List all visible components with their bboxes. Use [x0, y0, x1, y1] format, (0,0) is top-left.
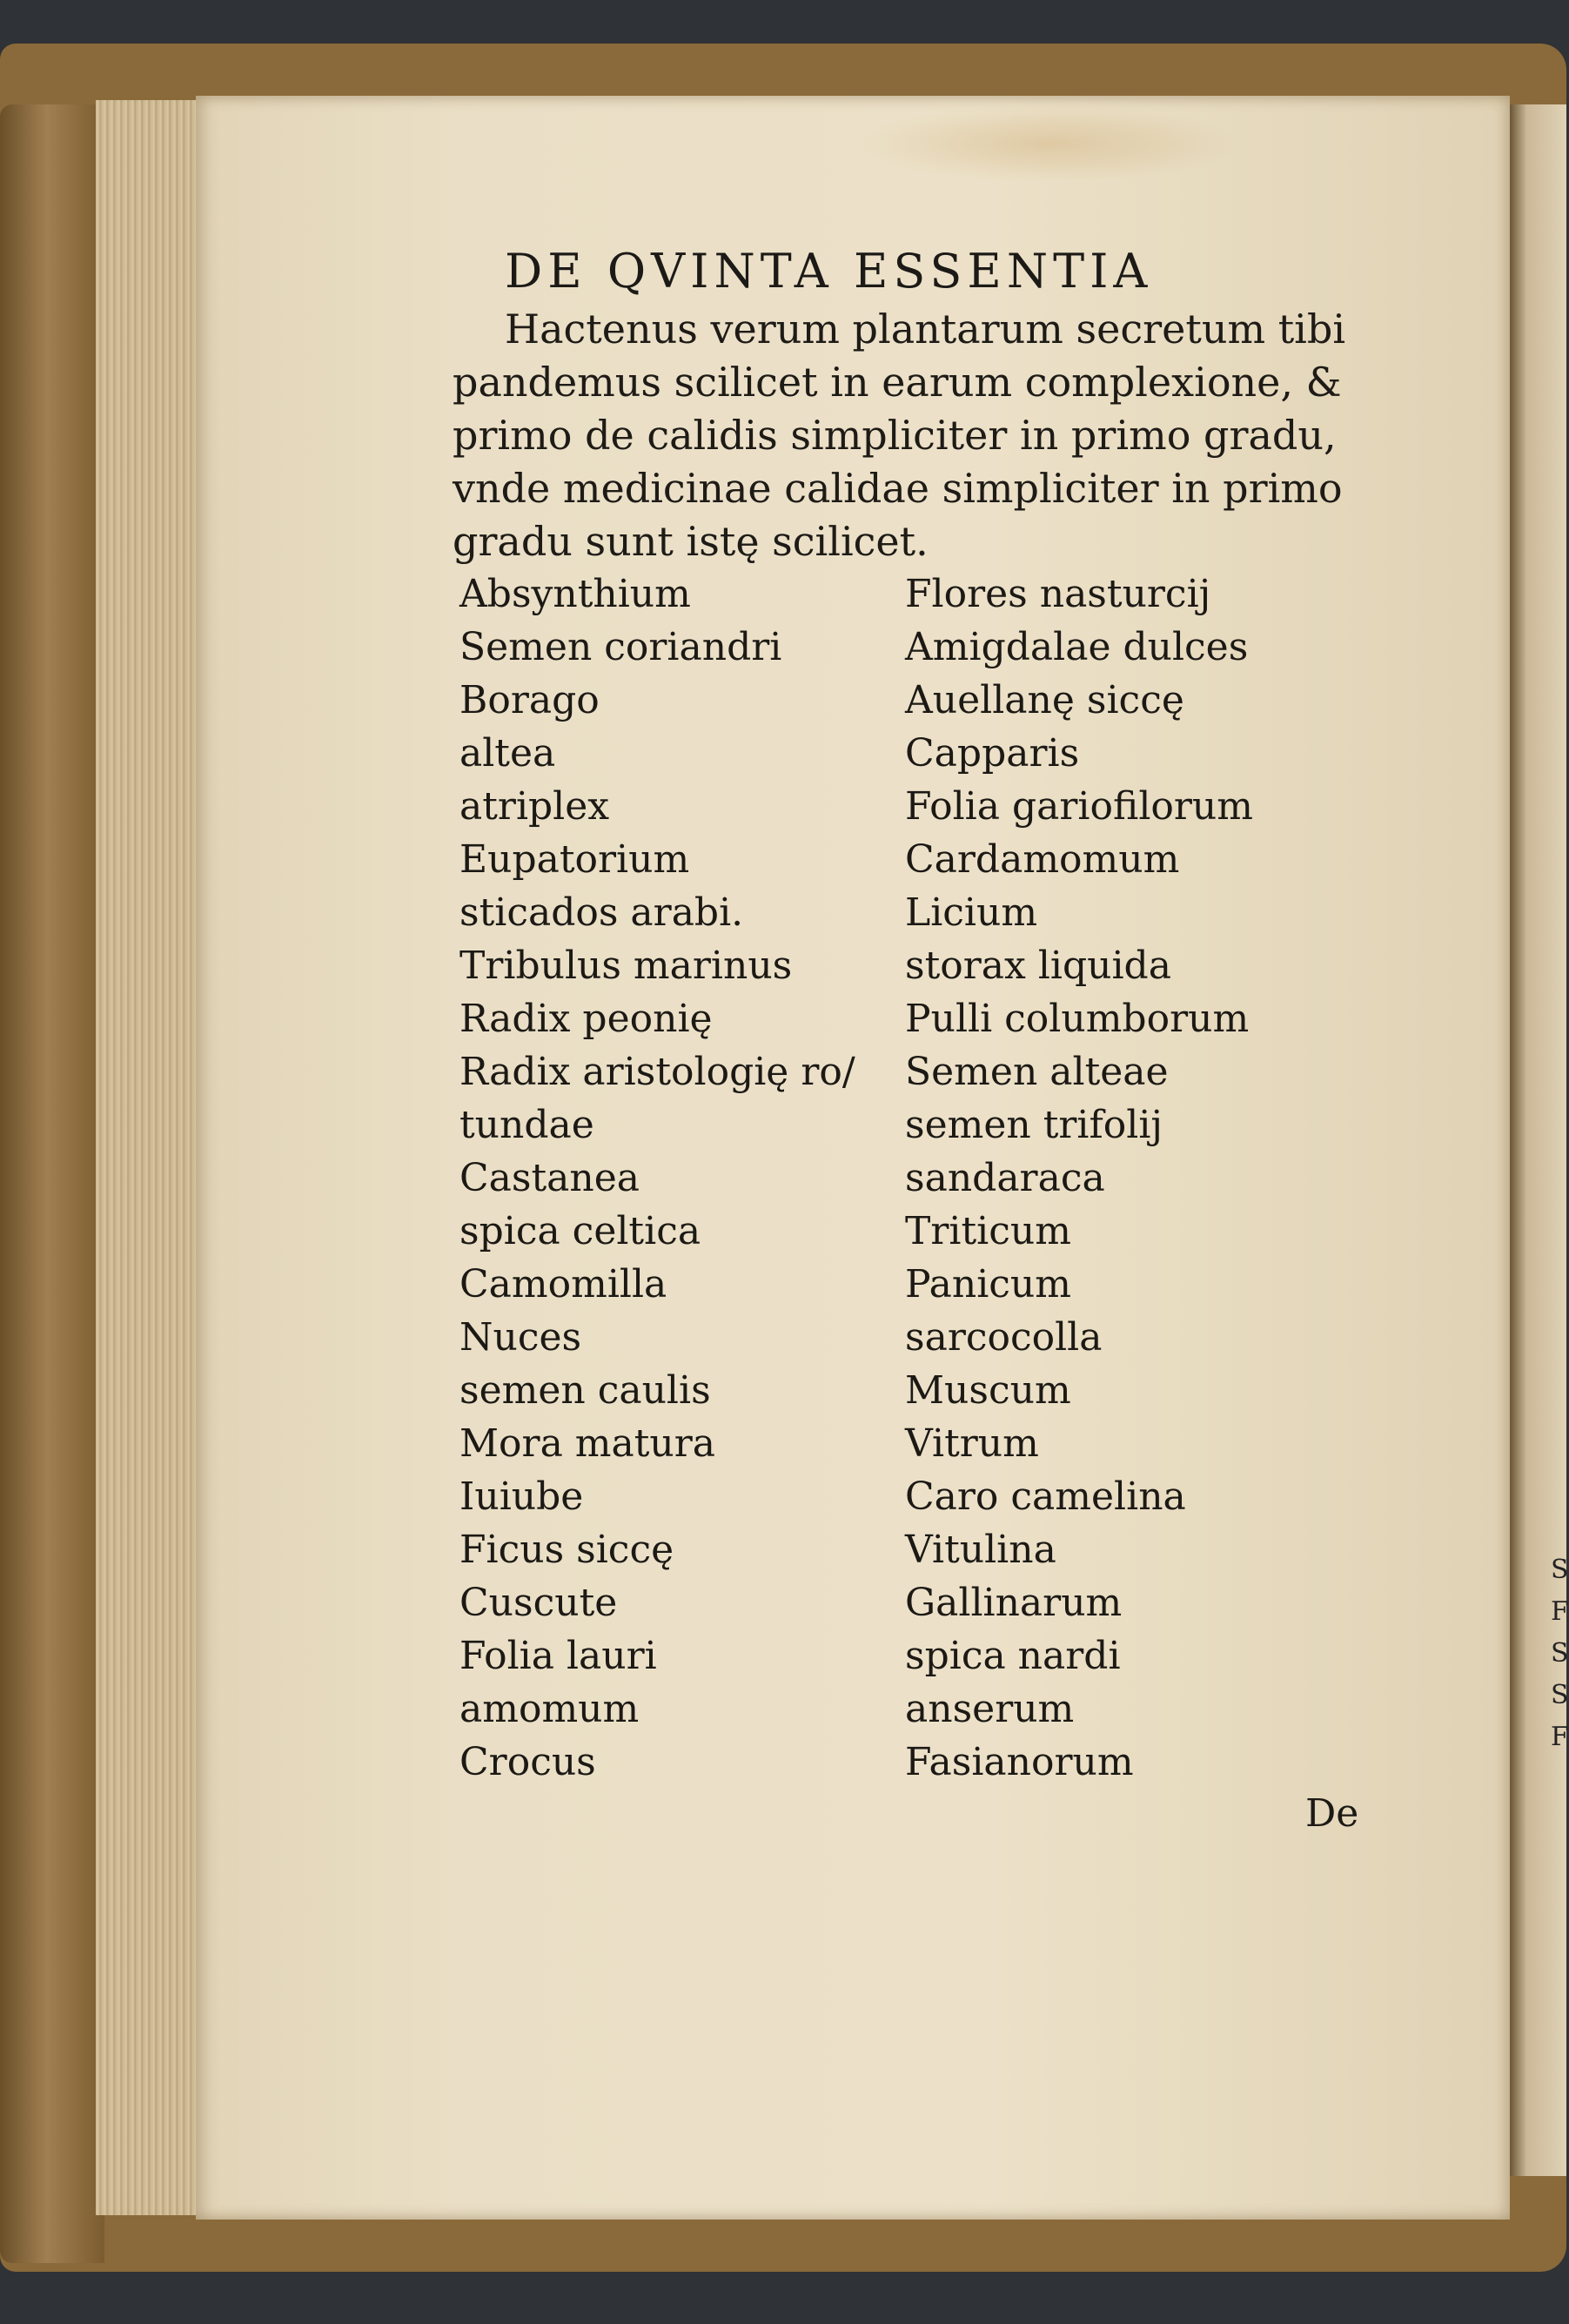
list-item: Licium	[905, 890, 1038, 935]
list-item: Folia gariofilorum	[905, 784, 1253, 829]
list-item: altea	[459, 731, 556, 776]
list-item: Caro camelina	[905, 1474, 1186, 1519]
list-item: Pulli columborum	[905, 997, 1250, 1041]
list-item: Panicum	[905, 1262, 1071, 1306]
intro-line: vnde medicinae calidae simpliciter in primo	[453, 465, 1343, 512]
catchword: De	[1305, 1791, 1359, 1836]
list-item: Camomilla	[459, 1262, 667, 1306]
facing-mark: F	[1551, 1596, 1569, 1627]
list-item: Fasianorum	[905, 1740, 1134, 1784]
paper-stain	[857, 104, 1240, 183]
list-item: spica celtica	[459, 1209, 701, 1253]
list-item: Castanea	[459, 1156, 640, 1200]
facing-page-edge	[1510, 104, 1569, 2176]
list-item: Cuscute	[459, 1581, 618, 1625]
list-item: Gallinarum	[905, 1581, 1123, 1625]
intro-line: pandemus scilicet in earum complexione, &	[453, 359, 1342, 406]
list-item: Muscum	[905, 1368, 1071, 1413]
list-item: amomum	[459, 1687, 640, 1731]
list-item: Nuces	[459, 1315, 582, 1360]
list-item: Triticum	[905, 1209, 1071, 1253]
list-item: semen trifolij	[905, 1103, 1163, 1147]
list-item: Iuiube	[459, 1474, 584, 1519]
list-item: Tribulus marinus	[459, 944, 793, 988]
list-item: Vitulina	[905, 1528, 1056, 1572]
list-item: tundae	[459, 1103, 594, 1147]
list-item: Semen alteae	[905, 1050, 1169, 1094]
facing-mark: S	[1551, 1680, 1569, 1710]
list-item: storax liquida	[905, 944, 1171, 988]
intro-paragraph	[453, 303, 1375, 568]
list-item: Semen coriandri	[459, 625, 782, 669]
list-item: atriplex	[459, 784, 610, 829]
facing-mark: S	[1551, 1555, 1569, 1585]
list-item: semen caulis	[459, 1368, 711, 1413]
list-item: Ficus siccę	[459, 1528, 674, 1572]
facing-mark: F	[1551, 1722, 1569, 1752]
list-item: sarcocolla	[905, 1315, 1103, 1360]
list-item: sandaraca	[905, 1156, 1105, 1200]
list-item: Eupatorium	[459, 837, 690, 882]
list-item: Flores nasturcij	[905, 572, 1211, 616]
list-item: sticados arabi.	[459, 890, 744, 935]
list-item: Crocus	[459, 1740, 596, 1784]
list-item: Cardamomum	[905, 837, 1180, 882]
intro-line: Hactenus verum plantarum secretum tibi	[505, 306, 1346, 353]
facing-page-marks	[1551, 1549, 1569, 1810]
list-item: anserum	[905, 1687, 1075, 1731]
running-head: DE QVINTA ESSENTIA	[505, 244, 1153, 299]
list-item: Mora matura	[459, 1421, 716, 1466]
list-item: Folia lauri	[459, 1634, 657, 1678]
list-item: Radix peonię	[459, 997, 713, 1041]
facing-mark: S	[1551, 1638, 1569, 1669]
intro-line: primo de calidis simpliciter in primo gradu,	[453, 412, 1337, 459]
list-item: Capparis	[905, 731, 1080, 776]
intro-line: gradu sunt istę scilicet.	[453, 518, 929, 565]
right-column-list	[905, 568, 1358, 1789]
left-column-list	[459, 568, 895, 1789]
list-item: Radix aristologię ro/	[459, 1050, 855, 1094]
list-item: Amigdalae dulces	[905, 625, 1249, 669]
list-item: Auellanę siccę	[905, 678, 1184, 722]
book-cover-left	[0, 104, 104, 2263]
list-item: spica nardi	[905, 1634, 1121, 1678]
list-item: Vitrum	[905, 1421, 1039, 1466]
list-item: Borago	[459, 678, 600, 722]
list-item: Absynthium	[459, 572, 691, 616]
